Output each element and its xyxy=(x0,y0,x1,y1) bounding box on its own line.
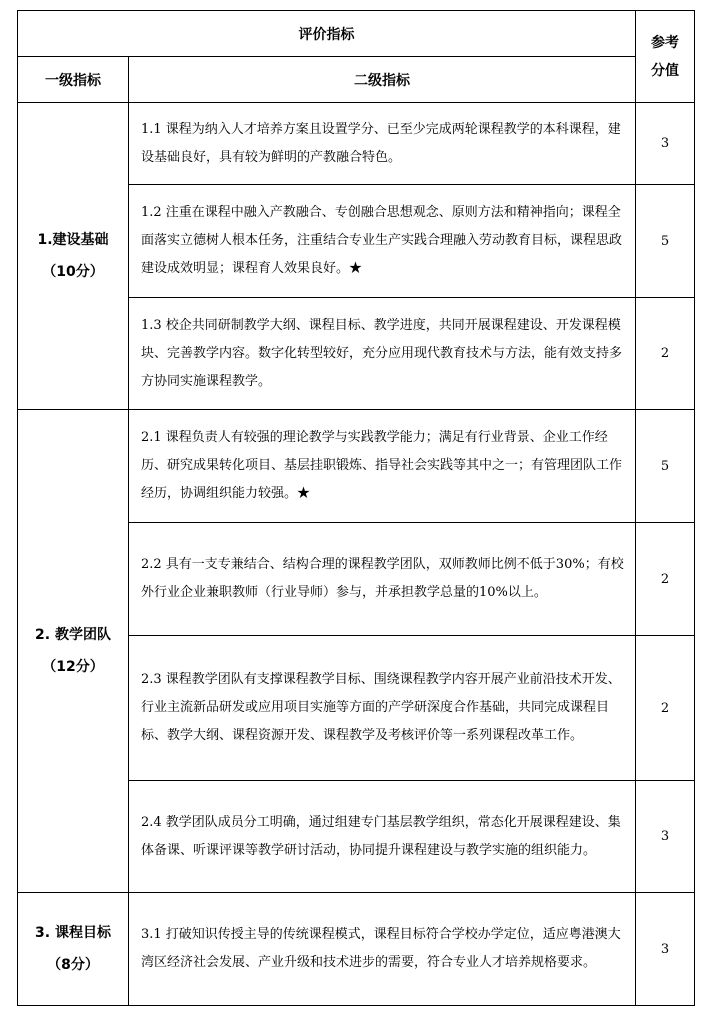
category-name: 3. 课程目标 xyxy=(35,925,111,941)
category-name: 2. 教学团队 xyxy=(35,627,111,643)
indicator-text: 1.2 注重在课程中融入产教融合、专创融合思想观念、原则方法和精神指向；课程全面落实立德树人根本任务，注重结合专业生产实践合理融入劳动教育目标，课程思政建设成效明显；课程育人效果良好。★ xyxy=(129,185,636,298)
category-cell xyxy=(18,410,129,893)
indicator-score: 3 xyxy=(636,893,695,1006)
indicator-score: 3 xyxy=(636,103,695,185)
indicator-text: 2.4 教学团队成员分工明确，通过组建专门基层教学组织，常态化开展课程建设、集体备课、听课评课等教学研讨活动，协同提升课程建设与教学实施的组织能力。 xyxy=(129,781,636,893)
table-row xyxy=(18,103,695,185)
level2-header: 二级指标 xyxy=(129,57,636,103)
table-row xyxy=(18,410,695,523)
indicator-text: 1.1 课程为纳入人才培养方案且设置学分、已至少完成两轮课程教学的本科课程，建设基础良好，具有较为鲜明的产教融合特色。 xyxy=(129,103,636,185)
table-row xyxy=(18,893,695,1006)
header-row-top xyxy=(18,11,695,57)
indicator-score: 5 xyxy=(636,410,695,523)
indicator-text: 2.1 课程负责人有较强的理论教学与实践教学能力；满足有行业背景、企业工作经历、研究成果转化项目、基层挂职锻炼、指导社会实践等其中之一；有管理团队工作经历，协调组织能力较强。★ xyxy=(129,410,636,523)
category-points: （10分） xyxy=(42,264,104,280)
category-points: （12分） xyxy=(42,659,104,675)
indicator-text: 3.1 打破知识传授主导的传统课程模式，课程目标符合学校办学定位，适应粤港澳大湾区经济社会发展、产业升级和技术进步的需要，符合专业人才培养规格要求。 xyxy=(129,893,636,1006)
category-name: 1.建设基础 xyxy=(37,232,109,248)
indicator-text: 1.3 校企共同研制教学大纲、课程目标、教学进度，共同开展课程建设、开发课程模块、完善教学内容。数字化转型较好，充分应用现代教育技术与方法，能有效支持多方协同实施课程教学。 xyxy=(129,298,636,410)
category-cell xyxy=(18,103,129,410)
reference-score-header xyxy=(636,11,695,103)
level1-header: 一级指标 xyxy=(18,57,129,103)
indicator-text: 2.2 具有一支专兼结合、结构合理的课程教学团队，双师教师比例不低于30%；有校外行业企业兼职教师（行业导师）参与，并承担教学总量的10%以上。 xyxy=(129,523,636,636)
indicator-score: 2 xyxy=(636,523,695,636)
indicator-score: 2 xyxy=(636,298,695,410)
category-points: （8分） xyxy=(47,957,99,973)
indicator-score: 2 xyxy=(636,636,695,781)
indicator-score: 3 xyxy=(636,781,695,893)
indicator-score: 5 xyxy=(636,185,695,298)
reference-score-header-label: 参考 分值 xyxy=(651,34,679,79)
category-cell xyxy=(18,893,129,1006)
indicator-text: 2.3 课程教学团队有支撑课程教学目标、围绕课程教学内容开展产业前沿技术开发、行业主流新品研发或应用项目实施等方面的产学研深度合作基础，共同完成课程目标、教学大纲、课程资源开发、课程教学及考核评价等一系列课程改革工作。 xyxy=(129,636,636,781)
evaluation-indicator-header: 评价指标 xyxy=(18,11,636,57)
evaluation-table xyxy=(17,10,695,1006)
header-row-bottom xyxy=(18,57,695,103)
